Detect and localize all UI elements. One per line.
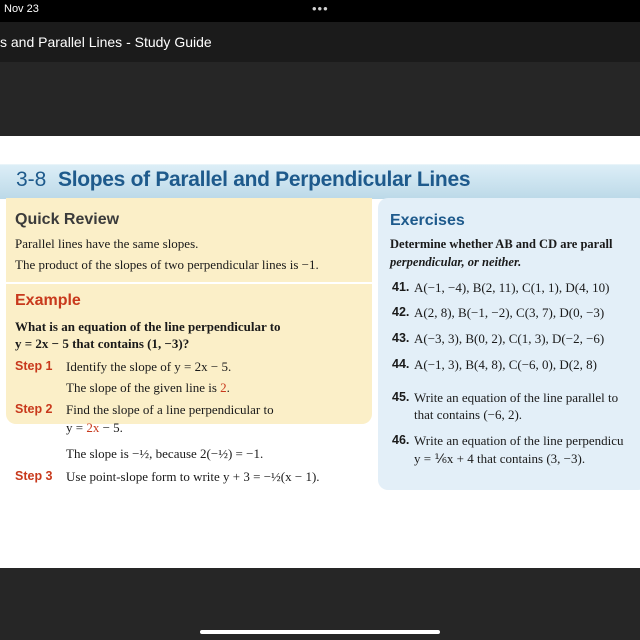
example-question-line-1: What is an equation of the line perpendicular to [15,319,281,334]
lesson-header [0,164,640,199]
more-options-icon[interactable]: ••• [312,1,329,16]
exercise-number: 45. [392,390,410,404]
exercises-heading: Exercises [390,212,465,229]
document-page[interactable] [0,136,640,568]
exercise-text: y = ⅙x + 4 that contains (3, −3). [414,451,586,466]
exercise-text: A(−1, −4), B(2, 11), C(1, 1), D(4, 10) [414,280,610,295]
section-divider [6,282,372,284]
exercises-instruction-line-2: perpendicular, or neither. [390,255,522,269]
exercise-text: that contains (−6, 2). [414,407,523,422]
step-2-equation: y = 2x − 5. [66,420,123,435]
step-2-label: Step 2 [15,402,53,416]
step-2-result: The slope is −½, because 2(−½) = −1. [66,446,264,461]
quick-review-line-1: Parallel lines have the same slopes. [15,236,199,251]
step-1-label: Step 1 [15,359,53,373]
status-date: Nov 23 [4,3,39,15]
quick-review-line-2: The product of the slopes of two perpendicular lines is −1. [15,257,319,272]
quick-review-heading: Quick Review [15,211,120,228]
status-bar [0,0,640,22]
exercise-text: A(2, 8), B(−1, −2), C(3, 7), D(0, −3) [414,305,605,320]
step-3-label: Step 3 [15,469,53,483]
example-question-line-2: y = 2x − 5 that contains (1, −3)? [15,336,190,351]
step-3-text: Use point-slope form to write y + 3 = −½(x − 1). [66,469,320,484]
app-bar [0,22,640,62]
exercise-text: A(−1, 3), B(4, 8), C(−6, 0), D(2, 8) [414,357,597,372]
lesson-title: Slopes of Parallel and Perpendicular Lines [58,168,471,191]
step-2-text: Find the slope of a line perpendicular to [66,402,274,417]
document-title: s and Parallel Lines - Study Guide [0,34,212,50]
exercise-number: 44. [392,357,410,371]
given-slope-value: 2 [220,380,227,395]
lesson-number: 3-8 [16,168,47,191]
exercises-instruction-line-1: Determine whether AB and CD are parall [390,237,613,251]
viewer-background-top [0,62,640,136]
exercise-text: Write an equation of the line perpendicu [414,433,624,448]
exercise-text: Write an equation of the line parallel to [414,390,619,405]
exercise-number: 41. [392,280,410,294]
exercise-number: 43. [392,331,410,345]
exercise-number: 42. [392,305,410,319]
home-indicator[interactable] [200,630,440,634]
exercise-number: 46. [392,433,410,447]
step-1-text: Identify the slope of y = 2x − 5. [66,359,232,374]
exercise-text: A(−3, 3), B(0, 2), C(1, 3), D(−2, −6) [414,331,605,346]
example-heading: Example [15,292,81,309]
step-1-result: The slope of the given line is 2. [66,380,230,395]
